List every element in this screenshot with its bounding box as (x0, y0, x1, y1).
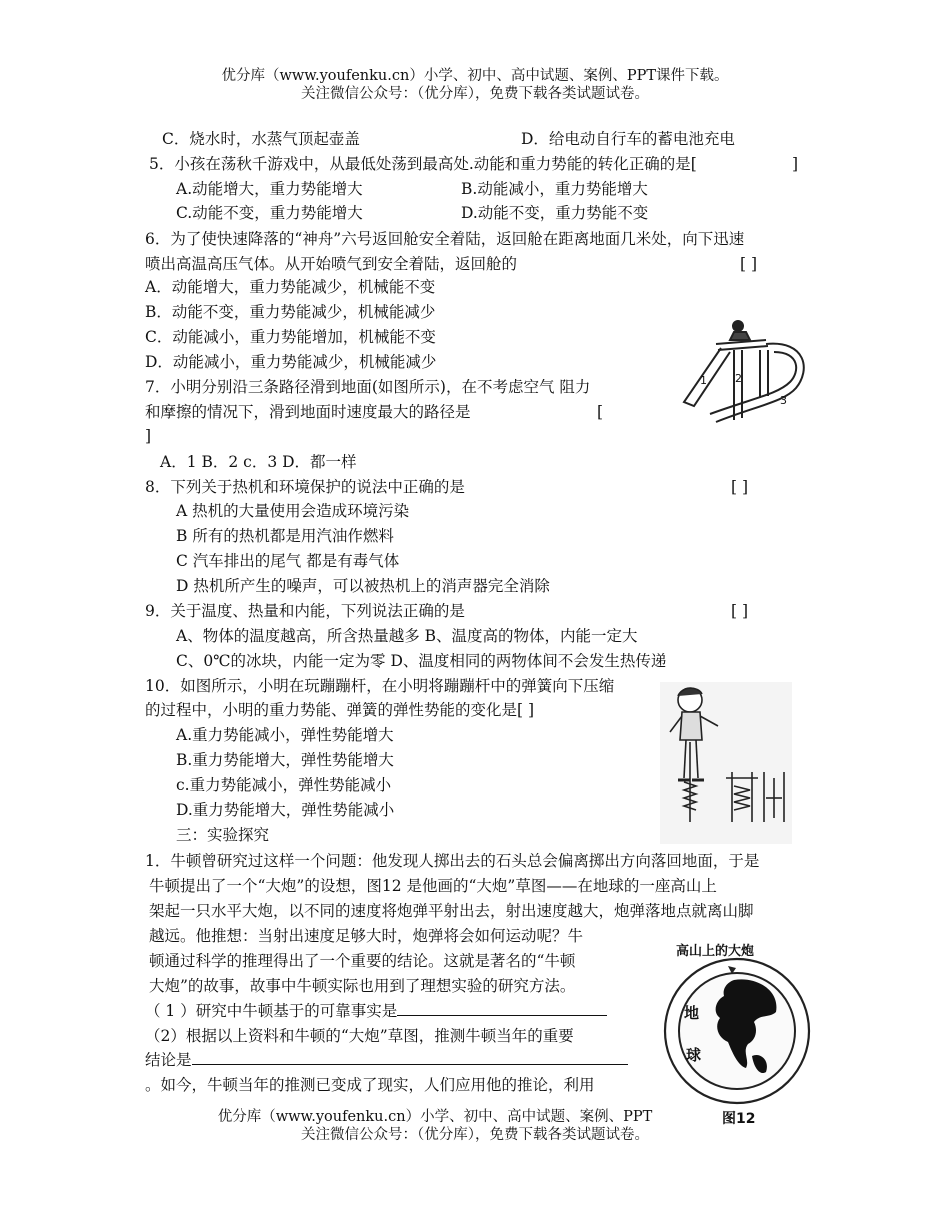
q7-options: A．1 B．2 c．3 D．都一样 (160, 453, 357, 471)
q7-bracket-open: [ (597, 403, 604, 421)
exp1-sub-question-2-lead: 结论是 (145, 1051, 192, 1069)
q5-option-c: C.动能不变，重力势能增大 (176, 204, 363, 222)
q5-option-a: A.动能增大，重力势能增大 (176, 180, 363, 198)
q9-stem: 9．关于温度、热量和内能，下列说法正确的是 (145, 602, 465, 620)
q8-option-a: A 热机的大量使用会造成环境污染 (176, 502, 410, 520)
exp1-line-4: 越远。他推想：当射出速度足够大时，炮弹将会如何运动呢？牛 (149, 927, 584, 945)
q10-line-1: 10．如图所示，小明在玩蹦蹦杆，在小明将蹦蹦杆中的弹簧向下压缩 (145, 677, 615, 695)
q5-bracket-end: ] (792, 155, 799, 173)
exp1-line-3: 架起一只水平大炮，以不同的速度将炮弹平射出去，射出速度越大，炮弹落地点就离山脚 (149, 902, 754, 920)
slide-label-2: 2 (735, 372, 742, 385)
figure-label-earth-2: 球 (686, 1046, 702, 1064)
header-line-2: 关注微信公众号：（优分库），免费下载各类试题试卷。 (301, 86, 649, 102)
exp1-sub-question-1-text: （ 1 ）研究中牛顿基于的可靠事实是 (145, 1002, 398, 1020)
q9-options-line-2: C、0℃的冰块，内能一定为零 D、温度相同的两物体间不会发生热传递 (176, 652, 667, 670)
q8-option-d: D 热机所产生的噪声，可以被热机上的消声器完全消除 (176, 577, 550, 595)
q10-option-d: D.重力势能增大，弹性势能减小 (176, 801, 395, 819)
q6-line-1: 6．为了使快速降落的“神舟”六号返回舱安全着陆，返回舱在距离地面几米处，向下迅速 (145, 230, 745, 248)
q10-option-a: A.重力势能减小，弹性势能增大 (176, 726, 394, 744)
answer-blank-1[interactable] (397, 1001, 607, 1016)
q9-bracket: [ ] (731, 602, 749, 620)
slide-paths-figure (676, 310, 816, 430)
q6-line-2: 喷出高温高压气体。从开始喷气到安全着陆，返回舱的 (145, 255, 518, 273)
slide-label-1: 1 (700, 374, 707, 387)
q8-option-c: C 汽车排出的尾气 都是有毒气体 (176, 552, 400, 570)
figure-12-caption: 图12 (722, 1111, 756, 1127)
footer-line-2: 关注微信公众号：（优分库），免费下载各类试题试卷。 (301, 1127, 649, 1143)
q4-option-c: C．烧水时，水蒸气顶起壶盖 (162, 130, 360, 148)
q8-option-b: B 所有的热机都是用汽油作燃料 (176, 527, 394, 545)
exp1-line-2: 牛顿提出了一个“大炮”的设想，图12 是他画的“大炮”草图——在地球的一座高山上 (149, 877, 717, 895)
exp1-sub-question-2: （2）根据以上资料和牛顿的“大炮”草图，推测牛顿当年的重要 (145, 1027, 574, 1045)
q5-option-b: B.动能减小，重力势能增大 (461, 180, 648, 198)
slide-label-3: 3 (780, 394, 787, 407)
figure-label-earth-1: 地 (684, 1004, 700, 1022)
q10-option-b: B.重力势能增大，弹性势能增大 (176, 751, 394, 769)
exp1-line-6: 大炮”的故事，故事中牛顿实际也用到了理想实验的研究方法。 (149, 977, 576, 995)
q6-option-a: A．动能增大，重力势能减少，机械能不变 (145, 278, 436, 296)
q5-option-d: D.动能不变，重力势能不变 (461, 204, 649, 222)
q6-option-b: B．动能不变，重力势能减少，机械能减少 (145, 303, 436, 321)
q4-option-d: D．给电动自行车的蓄电池充电 (521, 130, 735, 148)
q7-line-1: 7．小明分别沿三条路径滑到地面(如图所示)，在不考虑空气 阻力 (145, 378, 591, 396)
q8-stem: 8．下列关于热机和环境保护的说法中正确的是 (145, 478, 465, 496)
q8-bracket: [ ] (731, 478, 749, 496)
q5-stem: 5．小孩在荡秋千游戏中，从最低处荡到最高处.动能和重力势能的转化正确的是[ (149, 155, 697, 173)
q10-line-2: 的过程中，小明的重力势能、弹簧的弹性势能的变化是[ ] (145, 701, 535, 719)
exp1-sub-question-2-cont (145, 1050, 628, 1070)
newton-cannon-figure (662, 956, 812, 1106)
q6-bracket: [ ] (740, 255, 758, 273)
pogo-stick-figure (660, 682, 792, 844)
exp1-line-1: 1．牛顿曾研究过这样一个问题：他发现人掷出去的石头总会偏离掷出方向落回地面，于是 (145, 852, 760, 870)
q7-bracket-close: ] (145, 427, 152, 445)
header-line-1: 优分库（www.youfenku.cn）小学、初中、高中试题、案例、PPT课件下载。 (221, 68, 729, 84)
q9-options-line-1: A、物体的温度越高，所含热量越多 B、温度高的物体，内能一定大 (176, 627, 638, 645)
q7-line-2: 和摩擦的情况下，滑到地面时速度最大的路径是 (145, 403, 471, 421)
q6-option-c: C．动能减小，重力势能增加，机械能不变 (145, 328, 436, 346)
q10-option-c: c.重力势能减小，弹性势能减小 (176, 776, 392, 794)
section-3-title: 三：实验探究 (176, 826, 270, 844)
figure-12-title: 高山上的大炮 (676, 944, 755, 959)
exp1-line-5: 顿通过科学的推理得出了一个重要的结论。这就是著名的“牛顿 (149, 952, 576, 970)
answer-blank-2[interactable] (192, 1050, 628, 1065)
q6-option-d: D．动能减小，重力势能减少，机械能减少 (145, 353, 437, 371)
exp1-sub-question-1 (145, 1001, 607, 1021)
exp1-line-last: 。如今，牛顿当年的推测已变成了现实，人们应用他的推论，利用 (145, 1076, 595, 1094)
footer-line-1: 优分库（www.youfenku.cn）小学、初中、高中试题、案例、PPT (217, 1109, 653, 1125)
